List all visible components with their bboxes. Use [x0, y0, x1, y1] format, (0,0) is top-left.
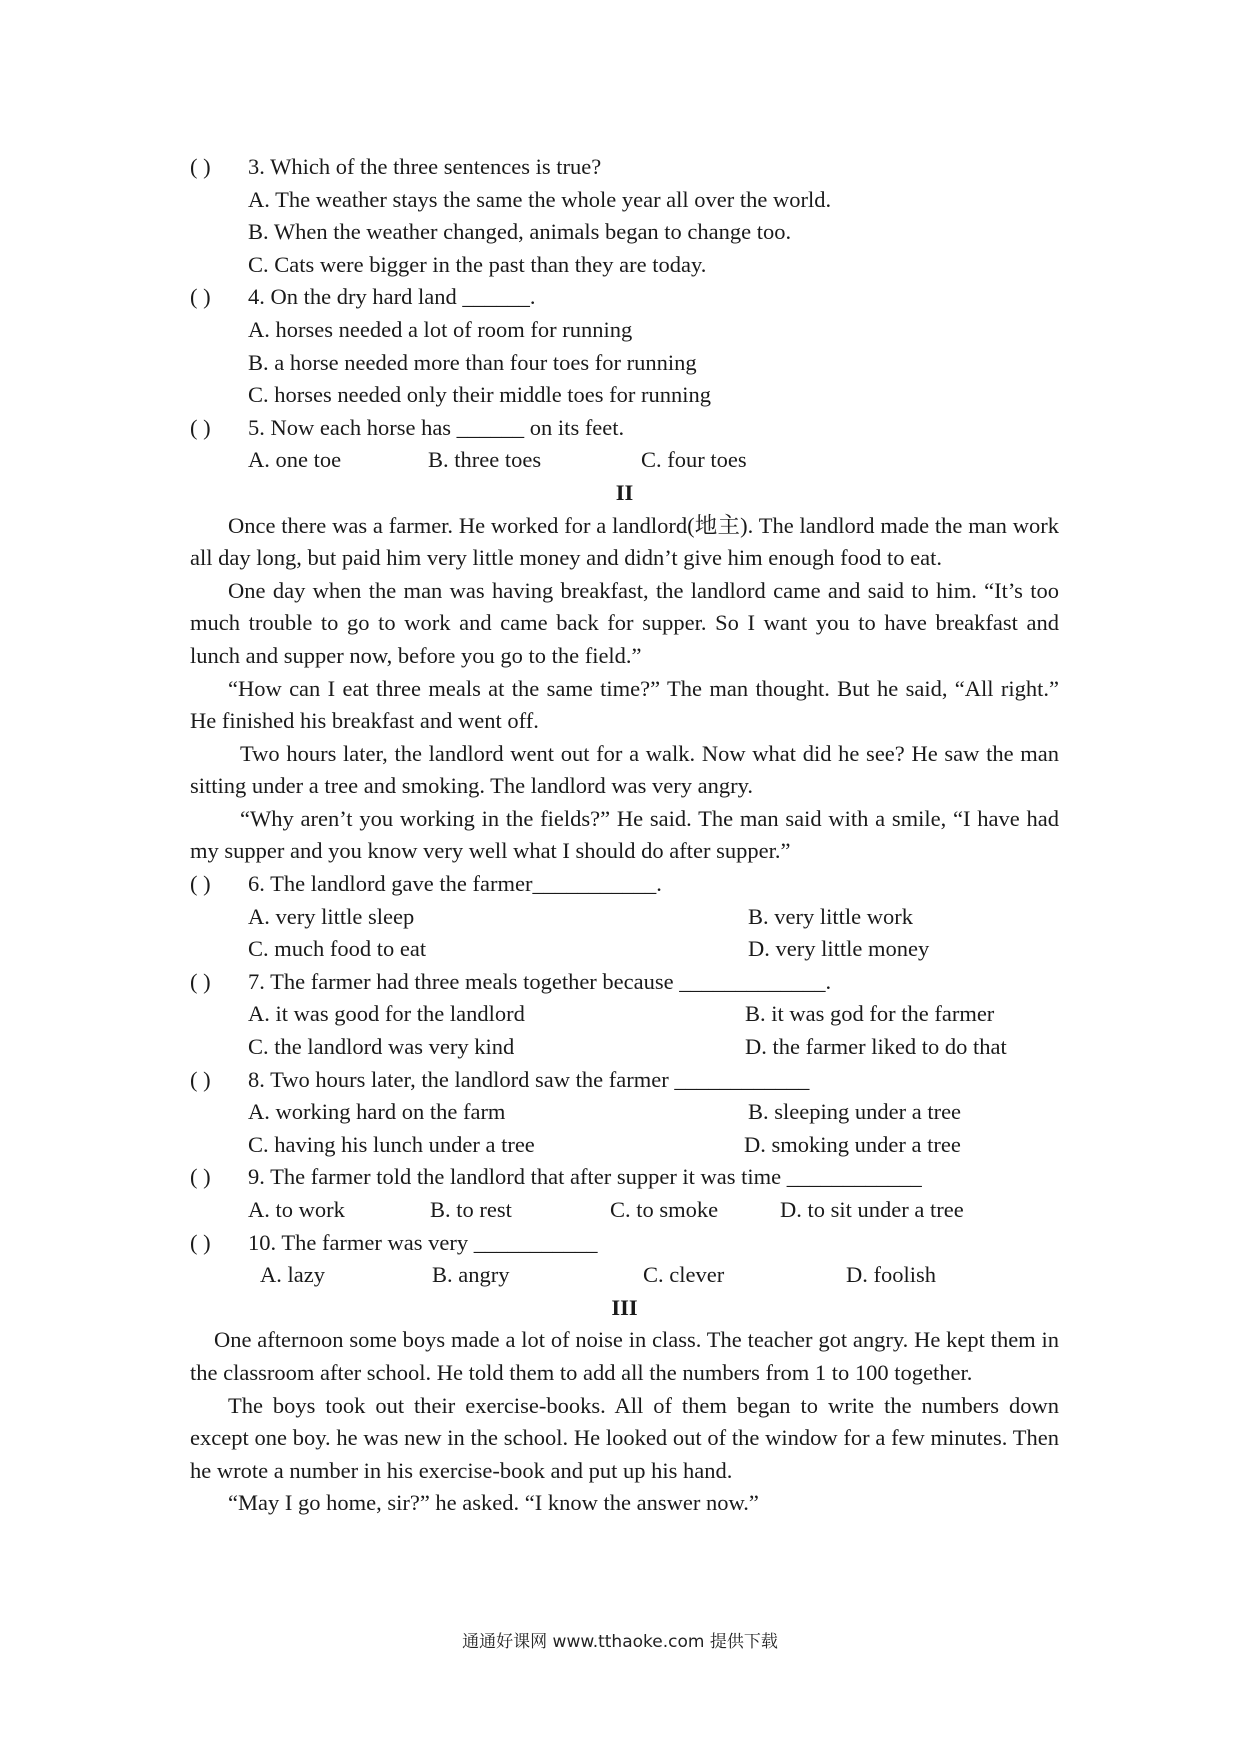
passage-paragraph: “Why aren’t you working in the fields?” He said. The man said with a smile, “I have had my supper and you know very well what I should do after supper.”: [190, 805, 1059, 864]
options-row: [190, 444, 1059, 477]
option-b: B. it was god for the farmer: [745, 1001, 995, 1027]
options-row: [190, 998, 1059, 1031]
passage-paragraph: “May I go home, sir?” he asked. “I know the answer now.”: [228, 1490, 759, 1516]
question-stem: 6. The landlord gave the farmer___________.: [248, 871, 662, 897]
question-7: [190, 966, 1059, 999]
option-b: B. a horse needed more than four toes for running: [248, 349, 697, 375]
question-stem: 7. The farmer had three meals together because _____________.: [248, 968, 832, 994]
option-a: A. to work: [248, 1197, 345, 1222]
question-10: [190, 1227, 1059, 1260]
option-c: C. horses needed only their middle toes for running: [248, 382, 712, 408]
passage-paragraph: One afternoon some boys made a lot of noise in class. The teacher got angry. He kept them in the classroom after school. He told them to add all the numbers from 1 to 100 together.: [190, 1327, 1059, 1385]
answer-blank: ( ): [190, 1066, 211, 1092]
option-a: A. working hard on the farm: [248, 1099, 506, 1125]
option-b: B. to rest: [430, 1197, 512, 1222]
option-a: A. one toe: [248, 447, 342, 473]
option-c: C. Cats were bigger in the past than they are today.: [248, 251, 707, 277]
option-b: B. three toes: [428, 447, 542, 473]
option-b: B. very little work: [748, 903, 913, 929]
page-content: [190, 151, 1059, 1520]
option-c: C. four toes: [641, 447, 747, 473]
passage-paragraph: Two hours later, the landlord went out for a walk. Now what did he see? He saw the man sitting under a tree and smoking. The landlord was very angry.: [190, 740, 1059, 799]
question-stem: 10. The farmer was very ___________: [248, 1229, 598, 1255]
passage-paragraph: The boys took out their exercise-books. All of them began to write the numbers down except one boy. he was new in the school. He looked out of the window for a few minutes. Then he wrote a number in his exercise-book and put up his hand.: [190, 1392, 1059, 1483]
option-b: B. angry: [432, 1262, 510, 1288]
option-a: A. The weather stays the same the whole year all over the world.: [248, 186, 832, 212]
options-row: [190, 1031, 1059, 1064]
section-title: III: [611, 1294, 638, 1320]
answer-blank: ( ): [190, 871, 211, 897]
option-d: D. foolish: [846, 1262, 936, 1288]
option-a: A. it was good for the landlord: [248, 1001, 525, 1027]
passage-paragraph: One day when the man was having breakfast, the landlord came and said to him. “It’s too much trouble to go to work and came back for supper. So I want you to have breakfast and lunch and supper now, before you go to the field.”: [190, 577, 1059, 668]
option-c: C. the landlord was very kind: [248, 1034, 515, 1060]
answer-blank: ( ): [190, 154, 211, 179]
option-d: D. very little money: [748, 936, 930, 962]
page-footer: 通通好课网 www.tthaoke.com 提供下载: [462, 1632, 778, 1652]
question-stem: 5. Now each horse has ______ on its feet.: [248, 414, 625, 440]
option-a: A. very little sleep: [248, 903, 415, 929]
option-c: C. clever: [643, 1262, 725, 1288]
question-5: [190, 412, 1059, 445]
answer-blank: ( ): [190, 1229, 211, 1255]
options-row: [190, 901, 1059, 934]
options-row: [190, 1096, 1059, 1129]
question-8: [190, 1064, 1059, 1097]
option-c: C. to smoke: [610, 1197, 719, 1222]
question-6: [190, 868, 1059, 901]
question-stem: 3. Which of the three sentences is true?: [248, 154, 602, 179]
option-a: A. lazy: [260, 1262, 325, 1288]
option-d: D. the farmer liked to do that: [745, 1034, 1007, 1060]
answer-blank: ( ): [190, 284, 211, 310]
question-stem: 4. On the dry hard land ______.: [248, 284, 536, 310]
option-b: B. sleeping under a tree: [748, 1099, 962, 1125]
answer-blank: ( ): [190, 968, 211, 994]
option-d: D. smoking under a tree: [744, 1131, 961, 1157]
answer-blank: ( ): [190, 1164, 211, 1190]
option-b: B. When the weather changed, animals began to change too.: [248, 219, 792, 245]
section-title: II: [615, 479, 634, 505]
option-c: C. having his lunch under a tree: [248, 1131, 535, 1157]
options-row: [190, 1194, 1059, 1227]
passage-paragraph: Once there was a farmer. He worked for a landlord(地主). The landlord made the man work all day long, but paid him very little money and didn’t give him enough food to eat.: [190, 512, 1059, 571]
options-row: [190, 1259, 1059, 1292]
question-3: [190, 151, 1059, 184]
question-stem: 9. The farmer told the landlord that after supper it was time ____________: [248, 1164, 922, 1190]
option-c: C. much food to eat: [248, 936, 427, 962]
options-row: [190, 1129, 1059, 1162]
passage-paragraph: “How can I eat three meals at the same time?” The man thought. But he said, “All right.” He finished his breakfast and went off.: [190, 675, 1059, 734]
question-9: [190, 1161, 1059, 1194]
answer-blank: ( ): [190, 414, 211, 440]
question-4: [190, 281, 1059, 314]
option-a: A. horses needed a lot of room for running: [248, 316, 633, 342]
option-d: D. to sit under a tree: [780, 1197, 964, 1222]
options-row: [190, 933, 1059, 966]
question-stem: 8. Two hours later, the landlord saw the farmer ____________: [248, 1066, 810, 1092]
